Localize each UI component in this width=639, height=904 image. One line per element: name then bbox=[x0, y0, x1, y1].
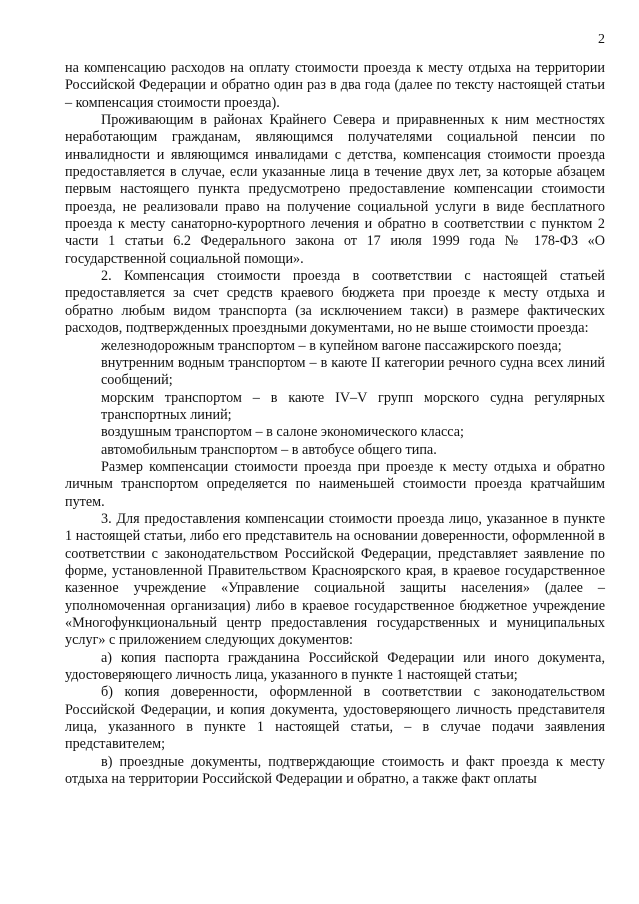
document-item-v: в) проездные документы, подтверждающие стоимость и факт проезда к месту отдыха на территории Российской Федерации и обратно, а также факт оплаты bbox=[65, 753, 605, 788]
paragraph-north-residents: Проживающим в районах Крайнего Севера и приравненных к ним местностях неработающим гражданам, являющимся получателями социальной пенсии по инвалидности и являющимся инвалидами с детства, компенсация стоимости проезда предоставляется в случае, если указанные лица в течение двух лет, за которые абзацем первым настоящего пункта предусмотрено предоставление компенсации стоимости проезда, не реализовали право на получение социальной услуги в виде бесплатного проезда к месту санаторно-курортного лечения и обратно в соответствии с пунктом 2 части 1 статьи 6.2 Федерального закона от 17 июля 1999 года № 178-ФЗ «О государственной социальной помощи». bbox=[65, 112, 605, 267]
page-number: 2 bbox=[598, 32, 605, 47]
document-body bbox=[65, 60, 605, 788]
paragraph-item-2: 2. Компенсация стоимости проезда в соответствии с настоящей статьей предоставляется за счет средств краевого бюджета при проезде к месту отдыха и обратно любым видом транспорта (за исключением такси) в размере фактических расходов, подтвержденных проездными документами, но не выше стоимости проезда: bbox=[65, 268, 605, 337]
paragraph-item-3: 3. Для предоставления компенсации стоимости проезда лицо, указанное в пункте 1 настоящей статьи, либо его представитель на основании доверенности, оформленной в соответствии с законодательством Российской Федерации, представляет заявление по форме, установленной Правительством Красноярского края, в краевое государственное казенное учреждение «Управление социальной защиты населения» (далее – уполномоченная организация) либо в краевое государственное бюджетное учреждение «Многофункциональный центр предоставления государственных и муниципальных услуг» с приложением следующих документов: bbox=[65, 510, 605, 649]
paragraph-personal-transport: Размер компенсации стоимости проезда при проезде к месту отдыха и обратно личным транспортом определяется по наименьшей стоимости проезда кратчайшим путем. bbox=[65, 458, 605, 510]
transport-item-sea: морским транспортом – в каюте IV–V групп морского судна регулярных транспортных линий; bbox=[101, 389, 605, 423]
document-item-b: б) копия доверенности, оформленной в соответствии с законодательством Российской Федерации, и копия документа, удостоверяющего личность представителя лица, указанного в пункте 1 настоящей статьи, – в случае подачи заявления представителем; bbox=[65, 684, 605, 753]
document-item-a: а) копия паспорта гражданина Российской Федерации или иного документа, удостоверяющего личность лица, указанного в пункте 1 настоящей статьи; bbox=[65, 649, 605, 684]
transport-item-air: воздушным транспортом – в салоне экономического класса; bbox=[101, 424, 464, 441]
paragraph-continuation: на компенсацию расходов на оплату стоимости проезда к месту отдыха на территории Российской Федерации и обратно один раз в два года (далее по тексту настоящей статьи – компенсация стоимости проезда). bbox=[65, 60, 605, 111]
transport-item-rail: железнодорожным транспортом – в купейном вагоне пассажирского поезда; bbox=[101, 337, 562, 354]
transport-item-auto: автомобильным транспортом – в автобусе общего типа. bbox=[101, 441, 437, 458]
transport-item-river: внутренним водным транспортом – в каюте II категории речного судна всех линий сообщений; bbox=[101, 354, 605, 389]
